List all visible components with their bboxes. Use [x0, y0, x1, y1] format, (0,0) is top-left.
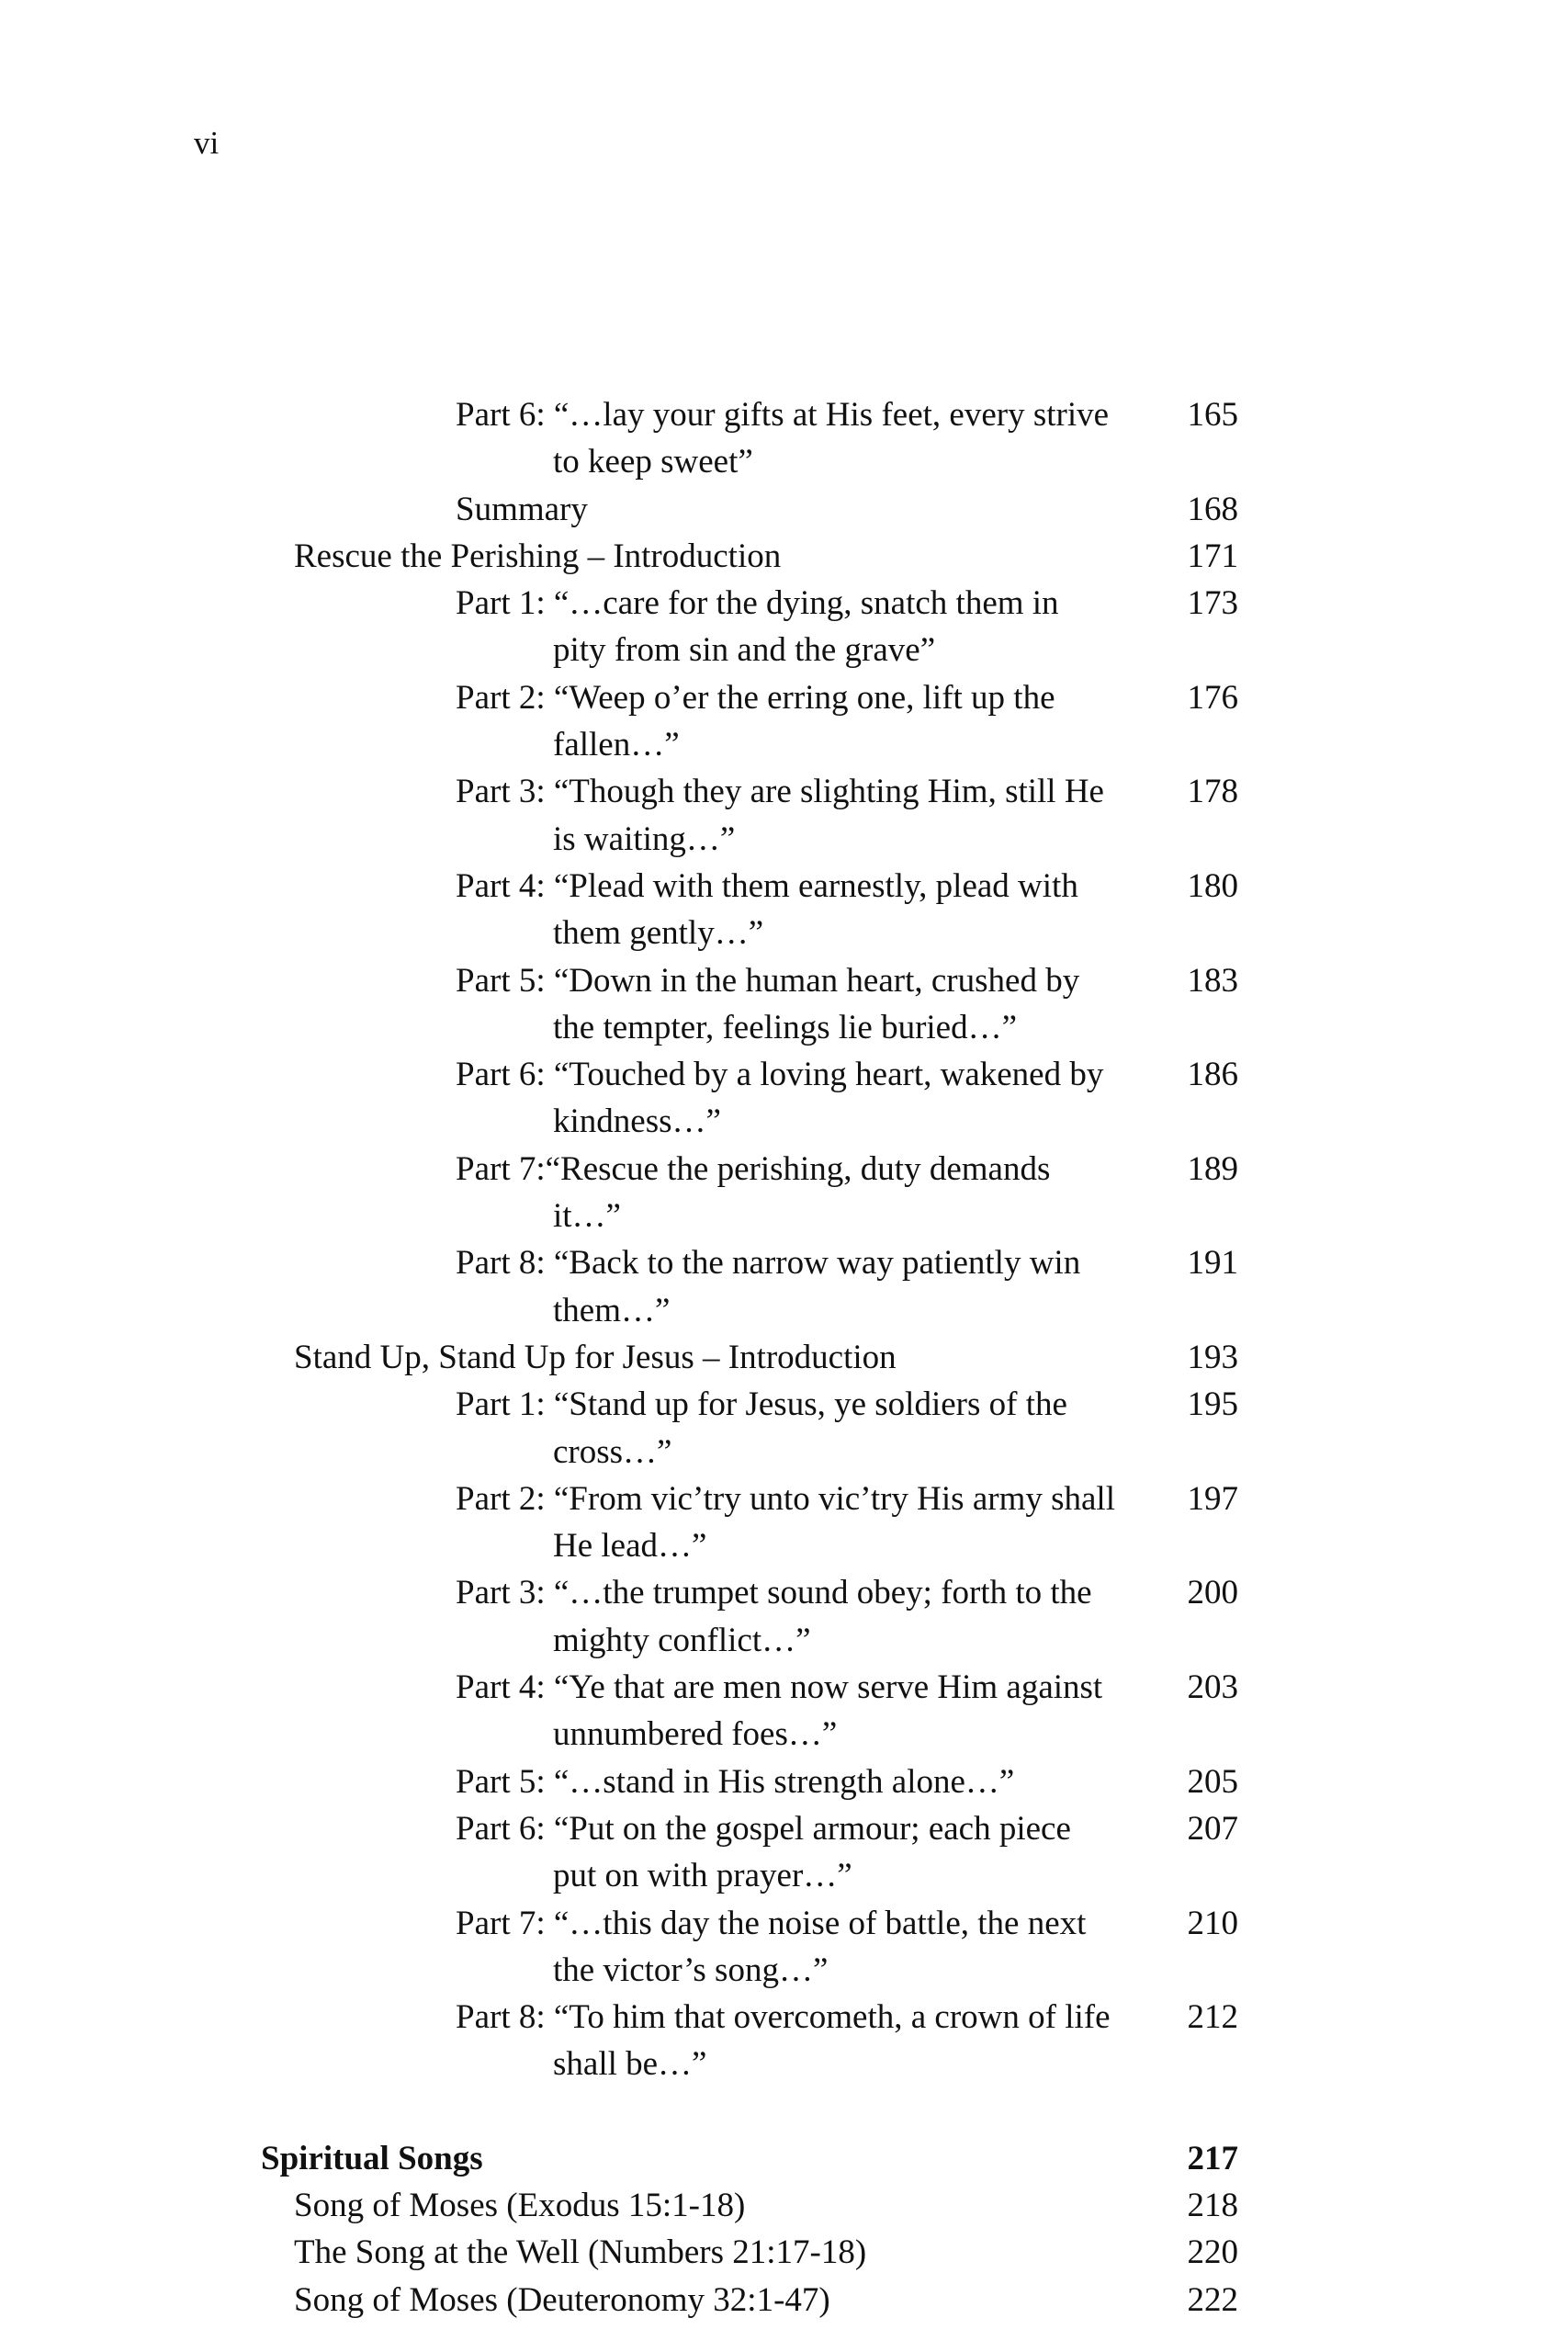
toc-entry-title-text: Part 8: “To him that overcometh, a crown of life shall be…” [456, 1998, 1111, 2084]
toc-entry-title-text: Part 3: “…the trumpet sound obey; forth to the mighty conflict…” [456, 1574, 1092, 1659]
toc-entry[interactable] [261, 1805, 1238, 1900]
toc-entry-page: 186 [1187, 1056, 1238, 1094]
toc-entry-title [261, 674, 1156, 769]
toc-entry[interactable] [261, 1239, 1238, 1334]
toc-entry[interactable] [261, 1664, 1238, 1758]
page-number-folio: vi [194, 125, 220, 161]
toc-entry-title [261, 1476, 1156, 1570]
toc-entry-title [261, 486, 1156, 533]
toc-entry-page: 197 [1187, 1479, 1238, 1518]
toc-entry[interactable] [261, 1051, 1238, 1146]
toc-entry-page: 210 [1187, 1904, 1238, 1942]
toc-entry[interactable] [261, 1334, 1238, 1381]
toc-entry-title [261, 2277, 1156, 2324]
toc-entry-page: 165 [1187, 396, 1238, 434]
toc-entry-title [261, 580, 1156, 674]
toc-entry-title [261, 1239, 1156, 1334]
toc-entry[interactable] [261, 2229, 1238, 2276]
toc-entry-title-text: Rescue the Perishing – Introduction [294, 537, 782, 575]
toc-entry[interactable] [261, 768, 1238, 863]
toc-entry-title-text: Song of Moses (Deuteronomy 32:1-47) [294, 2280, 830, 2319]
toc-entry-title [261, 533, 1156, 580]
toc-section-title: Spiritual Songs [261, 2139, 483, 2177]
toc-entry-title-text: Part 6: “Put on the gospel armour; each piece put on with prayer…” [456, 1809, 1071, 1895]
toc-entry[interactable] [261, 580, 1238, 674]
table-of-contents [261, 391, 1238, 2324]
toc-entry-title-text: Song of Moses (Exodus 15:1-18) [294, 2186, 746, 2224]
toc-entry[interactable] [261, 674, 1238, 769]
toc-entry-title-text: Part 7:“Rescue the perishing, duty demands it…” [456, 1149, 1051, 1236]
toc-entry[interactable] [261, 957, 1238, 1052]
toc-entry-title [261, 1805, 1156, 1900]
toc-entry[interactable] [261, 2182, 1238, 2229]
toc-entry[interactable] [261, 391, 1238, 486]
toc-entry-page: 222 [1187, 2280, 1238, 2319]
toc-entry-page: 178 [1187, 773, 1238, 811]
toc-entry-title [261, 391, 1156, 486]
toc-entry-page: 171 [1187, 537, 1238, 575]
toc-entry-page: 189 [1187, 1149, 1238, 1188]
toc-entry[interactable] [261, 1758, 1238, 1805]
toc-entry-title-text: Part 3: “Though they are slighting Him, still He is waiting…” [456, 773, 1104, 858]
toc-entry-page: 183 [1187, 961, 1238, 1000]
toc-entry[interactable] [261, 1381, 1238, 1476]
toc-entry[interactable] [261, 2277, 1238, 2324]
toc-entry-title-text: Part 4: “Ye that are men now serve Him against unnumbered foes…” [456, 1668, 1103, 1754]
toc-entry-title [261, 2182, 1156, 2229]
toc-entry-title-text: Part 4: “Plead with them earnestly, plead with them gently…” [456, 866, 1078, 953]
toc-section-heading[interactable] [261, 2135, 1238, 2182]
toc-entries-spiritual-songs [261, 2182, 1238, 2324]
toc-entry-title [261, 1051, 1156, 1146]
toc-entry-title-text: Part 6: “…lay your gifts at His feet, every strive to keep sweet” [456, 396, 1110, 481]
toc-entry-title-text: Part 1: “…care for the dying, snatch them in pity from sin and the grave” [456, 584, 1059, 670]
toc-entry-title-text: Part 1: “Stand up for Jesus, ye soldiers of the cross…” [456, 1385, 1067, 1471]
toc-entry-title-text: Part 6: “Touched by a loving heart, wakened by kindness…” [456, 1056, 1104, 1141]
toc-entry-title-text: Stand Up, Stand Up for Jesus – Introduction [294, 1338, 897, 1376]
toc-entry[interactable] [261, 486, 1238, 533]
toc-entry[interactable] [261, 533, 1238, 580]
toc-entry-page: 212 [1187, 1998, 1238, 2037]
toc-section-page: 217 [1187, 2139, 1238, 2177]
toc-entry-title [261, 1334, 1156, 1381]
toc-entry-page: 191 [1187, 1244, 1238, 1283]
toc-entry-title-text: Part 7: “…this day the noise of battle, the next the victor’s song…” [456, 1904, 1087, 1989]
toc-entry-title [261, 1664, 1156, 1758]
toc-entry-title [261, 1146, 1156, 1240]
toc-entry-page: 218 [1187, 2186, 1238, 2224]
toc-entry-page: 203 [1187, 1668, 1238, 1707]
toc-entry-page: 193 [1187, 1338, 1238, 1376]
toc-entry[interactable] [261, 863, 1238, 957]
toc-entries-continued [261, 391, 1238, 2088]
toc-entry-page: 173 [1187, 584, 1238, 623]
toc-entry-page: 200 [1187, 1574, 1238, 1612]
toc-entry-title [261, 768, 1156, 863]
toc-entry-page: 195 [1187, 1385, 1238, 1424]
toc-entry-title [261, 2229, 1156, 2276]
toc-entry-page: 176 [1187, 678, 1238, 717]
toc-entry-title [261, 863, 1156, 957]
toc-entry-page: 180 [1187, 866, 1238, 905]
toc-entry-title-text: Summary [456, 490, 588, 528]
toc-entry-title-text: Part 2: “Weep o’er the erring one, lift up the fallen…” [456, 678, 1055, 764]
toc-entry-title [261, 1994, 1156, 2088]
toc-entry-title [261, 1569, 1156, 1664]
toc-entry[interactable] [261, 1476, 1238, 1570]
toc-entry-title-text: The Song at the Well (Numbers 21:17-18) [294, 2233, 867, 2272]
toc-entry[interactable] [261, 1900, 1238, 1995]
toc-entry-title-text: Part 8: “Back to the narrow way patiently win them…” [456, 1244, 1081, 1329]
toc-entry-title-text: Part 2: “From vic’try unto vic’try His army shall He lead…” [456, 1479, 1115, 1566]
toc-entry-title [261, 957, 1156, 1052]
toc-entry-title [261, 1900, 1156, 1995]
toc-entry-title-text: Part 5: “…stand in His strength alone…” [456, 1762, 1015, 1801]
toc-entry[interactable] [261, 1146, 1238, 1240]
section-spacer [261, 2088, 1238, 2135]
toc-entry-title [261, 1381, 1156, 1476]
toc-entry-page: 205 [1187, 1762, 1238, 1801]
toc-entry[interactable] [261, 1569, 1238, 1664]
toc-entry-page: 220 [1187, 2233, 1238, 2272]
toc-entry-page: 207 [1187, 1809, 1238, 1848]
toc-entry[interactable] [261, 1994, 1238, 2088]
toc-entry-title-text: Part 5: “Down in the human heart, crushed by the tempter, feelings lie buried…” [456, 961, 1080, 1046]
toc-entry-page: 168 [1187, 490, 1238, 528]
toc-entry-title [261, 1758, 1156, 1805]
